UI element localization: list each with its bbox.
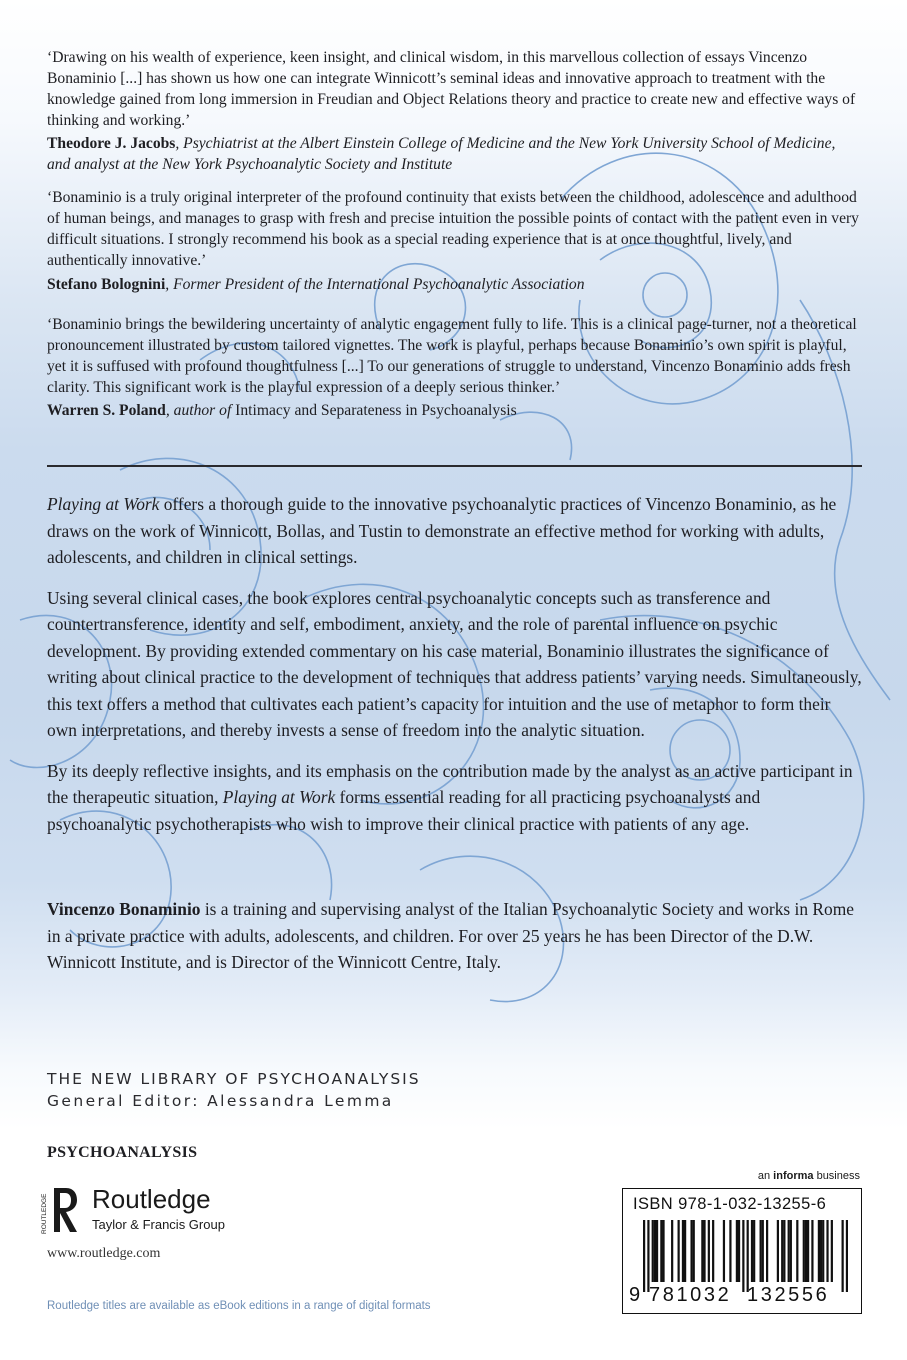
barcode-bar (760, 1220, 762, 1282)
informa-prefix: an (757, 1170, 774, 1182)
endorsement-3 (47, 314, 862, 421)
routledge-logo (40, 1182, 240, 1238)
barcode-digits-left: 781032 (649, 1284, 732, 1306)
barcode-bar (701, 1220, 703, 1282)
publisher-group: Taylor & Francis Group (92, 1217, 225, 1232)
author-bio-paragraph (47, 896, 862, 976)
barcode-bar (682, 1220, 684, 1282)
barcode-bars (643, 1220, 848, 1292)
logo-mark-text: ROUTLEDGE (41, 1193, 48, 1234)
barcode-bar (766, 1220, 768, 1282)
barcode-bar (643, 1220, 645, 1292)
endorsement-2 (47, 187, 862, 295)
barcode-bar (781, 1220, 783, 1282)
barcode-bar (736, 1220, 738, 1282)
author-name: Vincenzo Bonaminio (47, 899, 201, 919)
barcode-bar (822, 1220, 824, 1282)
description-paragraph-2: Using several clinical cases, the book explores central psychoanalytic concepts such as transference and countertransference, identity and self, embodiment, anxiety, and the role of parental influence on psychic development. By providing extended commentary on his case material, Bonaminio illustrates the significance of writing about clinical practice to the development of techniques that address patients’ varying needs. Simultaneously, this text offers a method that cultivates each patient’s capacity for intuition and the use of metaphor to form their own interpretations, and thereby invests a sense of freedom into the analytic situation. (47, 587, 862, 740)
barcode-bar (803, 1220, 805, 1282)
barcode-digit-first: 9 (629, 1284, 641, 1306)
endorser-name: Stefano Bolognini (47, 276, 166, 293)
endorser-name: Warren S. Poland (47, 402, 166, 419)
barcode-digits-right: 132556 (747, 1284, 830, 1306)
barcode-bar (842, 1220, 844, 1292)
barcode-bar (652, 1220, 654, 1282)
barcode-bar (747, 1220, 749, 1292)
endorsement-quote: ‘Drawing on his wealth of experience, keen insight, and clinical wisdom, in this marvellous collection of essays Vincenzo Bonaminio [...] has shown us how one can integrate Winnicott’s seminal ideas and innovative approach to treatment with the knowledge gained from long immersion in Freudian and Object Relations theory and practice to create new and effective ways of thinking and working.’ (47, 49, 856, 129)
barcode-bar (712, 1220, 714, 1282)
barcode-bar (703, 1220, 705, 1282)
barcode-bar (742, 1220, 744, 1292)
series-info (47, 1068, 421, 1112)
barcode-bar (762, 1220, 764, 1282)
endorsement-attribution (47, 274, 862, 295)
barcode-bar (656, 1220, 658, 1282)
book-title: Playing at Work (47, 494, 160, 514)
barcode-bar (660, 1220, 662, 1282)
endorser-name: Theodore J. Jacobs (47, 135, 176, 152)
series-title: THE NEW LIBRARY OF PSYCHOANALYSIS (47, 1070, 421, 1088)
barcode-bar (805, 1220, 807, 1282)
endorsement-1 (47, 47, 862, 175)
barcode-bar (753, 1220, 755, 1282)
barcode-bar (693, 1220, 695, 1282)
barcode-bar (790, 1220, 792, 1282)
description-text: forms essential reading for all practicing psychoanalysts and psychoanalytic psychotherapists who wish to improve their clinical practice with patients of any age. (47, 787, 761, 834)
barcode-bar (723, 1220, 725, 1282)
barcode-bar (738, 1220, 740, 1282)
barcode-bar (783, 1220, 785, 1282)
ebook-note: Routledge titles are available as eBook editions in a range of digital formats (47, 1300, 431, 1312)
barcode-bar (729, 1220, 731, 1282)
routledge-logo-mark-icon (40, 1182, 80, 1238)
barcode-bar (846, 1220, 848, 1292)
endorser-book-title: Intimacy and Separateness in Psychoanalysis (235, 402, 517, 419)
isbn-label: ISBN 978-1-032-13255-6 (633, 1195, 827, 1213)
endorsement-quote: ‘Bonaminio is a truly original interpreter of the profound continuity that exists between the childhood, adolescence and adulthood of human beings, and manages to grasp with fresh and precise intuition the possible points of contact with the patient even in very difficult situations. I strongly recommend his book as a special reading experience that is at once thoughtful, lively, and authentically innovative.’ (47, 189, 859, 269)
barcode-bar (807, 1220, 809, 1282)
barcode-bar (647, 1220, 649, 1292)
barcode-bar (678, 1220, 680, 1282)
barcode-bar (751, 1220, 753, 1282)
informa-suffix: business (813, 1170, 860, 1182)
description-text: By its deeply reflective insights, and its emphasis on the contribution made by the analyst as an active participant in the therapeutic situation, (47, 760, 853, 807)
barcode-bar (820, 1220, 822, 1282)
description-text: offers a thorough guide to the innovative psychoanalytic practices of Vincenzo Bonaminio, as he draws on the work of Winnicott, Bollas, and Tustin to demonstrate an effective method for working with adults, adolescents, and children in clinical settings. (47, 494, 837, 567)
barcode-bar (811, 1220, 813, 1282)
barcode-bar (826, 1220, 828, 1282)
publisher-url[interactable]: www.routledge.com (47, 1246, 161, 1261)
endorsement-attribution (47, 400, 862, 421)
endorser-affiliation: , Psychiatrist at the Albert Einstein College of Medicine and the New York University School of Medicine, and analyst at the New York Psychoanalytic Society and Institute (47, 135, 836, 173)
author-bio (47, 896, 862, 976)
informa-business-tag (758, 1170, 860, 1182)
informa-bold: informa (773, 1170, 814, 1182)
barcode-bar (777, 1220, 779, 1282)
barcode-bar (654, 1220, 656, 1282)
endorser-affiliation-prefix: , author of (165, 402, 236, 419)
endorser-affiliation: , Former President of the International Psychoanalytic Association (165, 276, 585, 293)
publisher-name: Routledge (92, 1184, 211, 1214)
barcode-bar (690, 1220, 692, 1282)
description-paragraph-3 (47, 758, 862, 838)
series-editor: General Editor: Alessandra Lemma (47, 1092, 394, 1110)
section-divider (47, 465, 862, 467)
barcode-bar (662, 1220, 664, 1282)
barcode-bar (671, 1220, 673, 1282)
barcode-bar (818, 1220, 820, 1282)
isbn-barcode (622, 1188, 862, 1314)
endorsement-attribution (47, 133, 862, 175)
barcode-bar (684, 1220, 686, 1282)
book-title: Playing at Work (222, 787, 336, 807)
endorsement-quote: ‘Bonaminio brings the bewildering uncertainty of analytic engagement fully to life. This is a clinical page-turner, not a theoretical pronouncement illustrated by custom tailored vignettes. The work is playful, perhaps because Bonaminio’s own spirit is playful, yet it is suffused with profound thoughtfulness [...] To our generations of struggle to understand, Vincenzo Bonaminio adds fresh clarity. This significant work is the playful expression of a deeply serious thinker.’ (47, 316, 857, 396)
barcode-bar (796, 1220, 798, 1282)
subject-category: PSYCHOANALYSIS (47, 1144, 198, 1161)
barcode-bar (708, 1220, 710, 1282)
description-paragraph-1 (47, 491, 862, 571)
barcode-bar (788, 1220, 790, 1282)
barcode-bar (831, 1220, 833, 1282)
author-bio-text: is a training and supervising analyst of the Italian Psychoanalytic Society and works in Rome in a private practice with adults, adolescents, and children. For over 25 years he has been Director of the D.W. Winnicott Institute, and is Director of the Winnicott Centre, Italy. (47, 899, 854, 972)
book-description (47, 491, 862, 851)
